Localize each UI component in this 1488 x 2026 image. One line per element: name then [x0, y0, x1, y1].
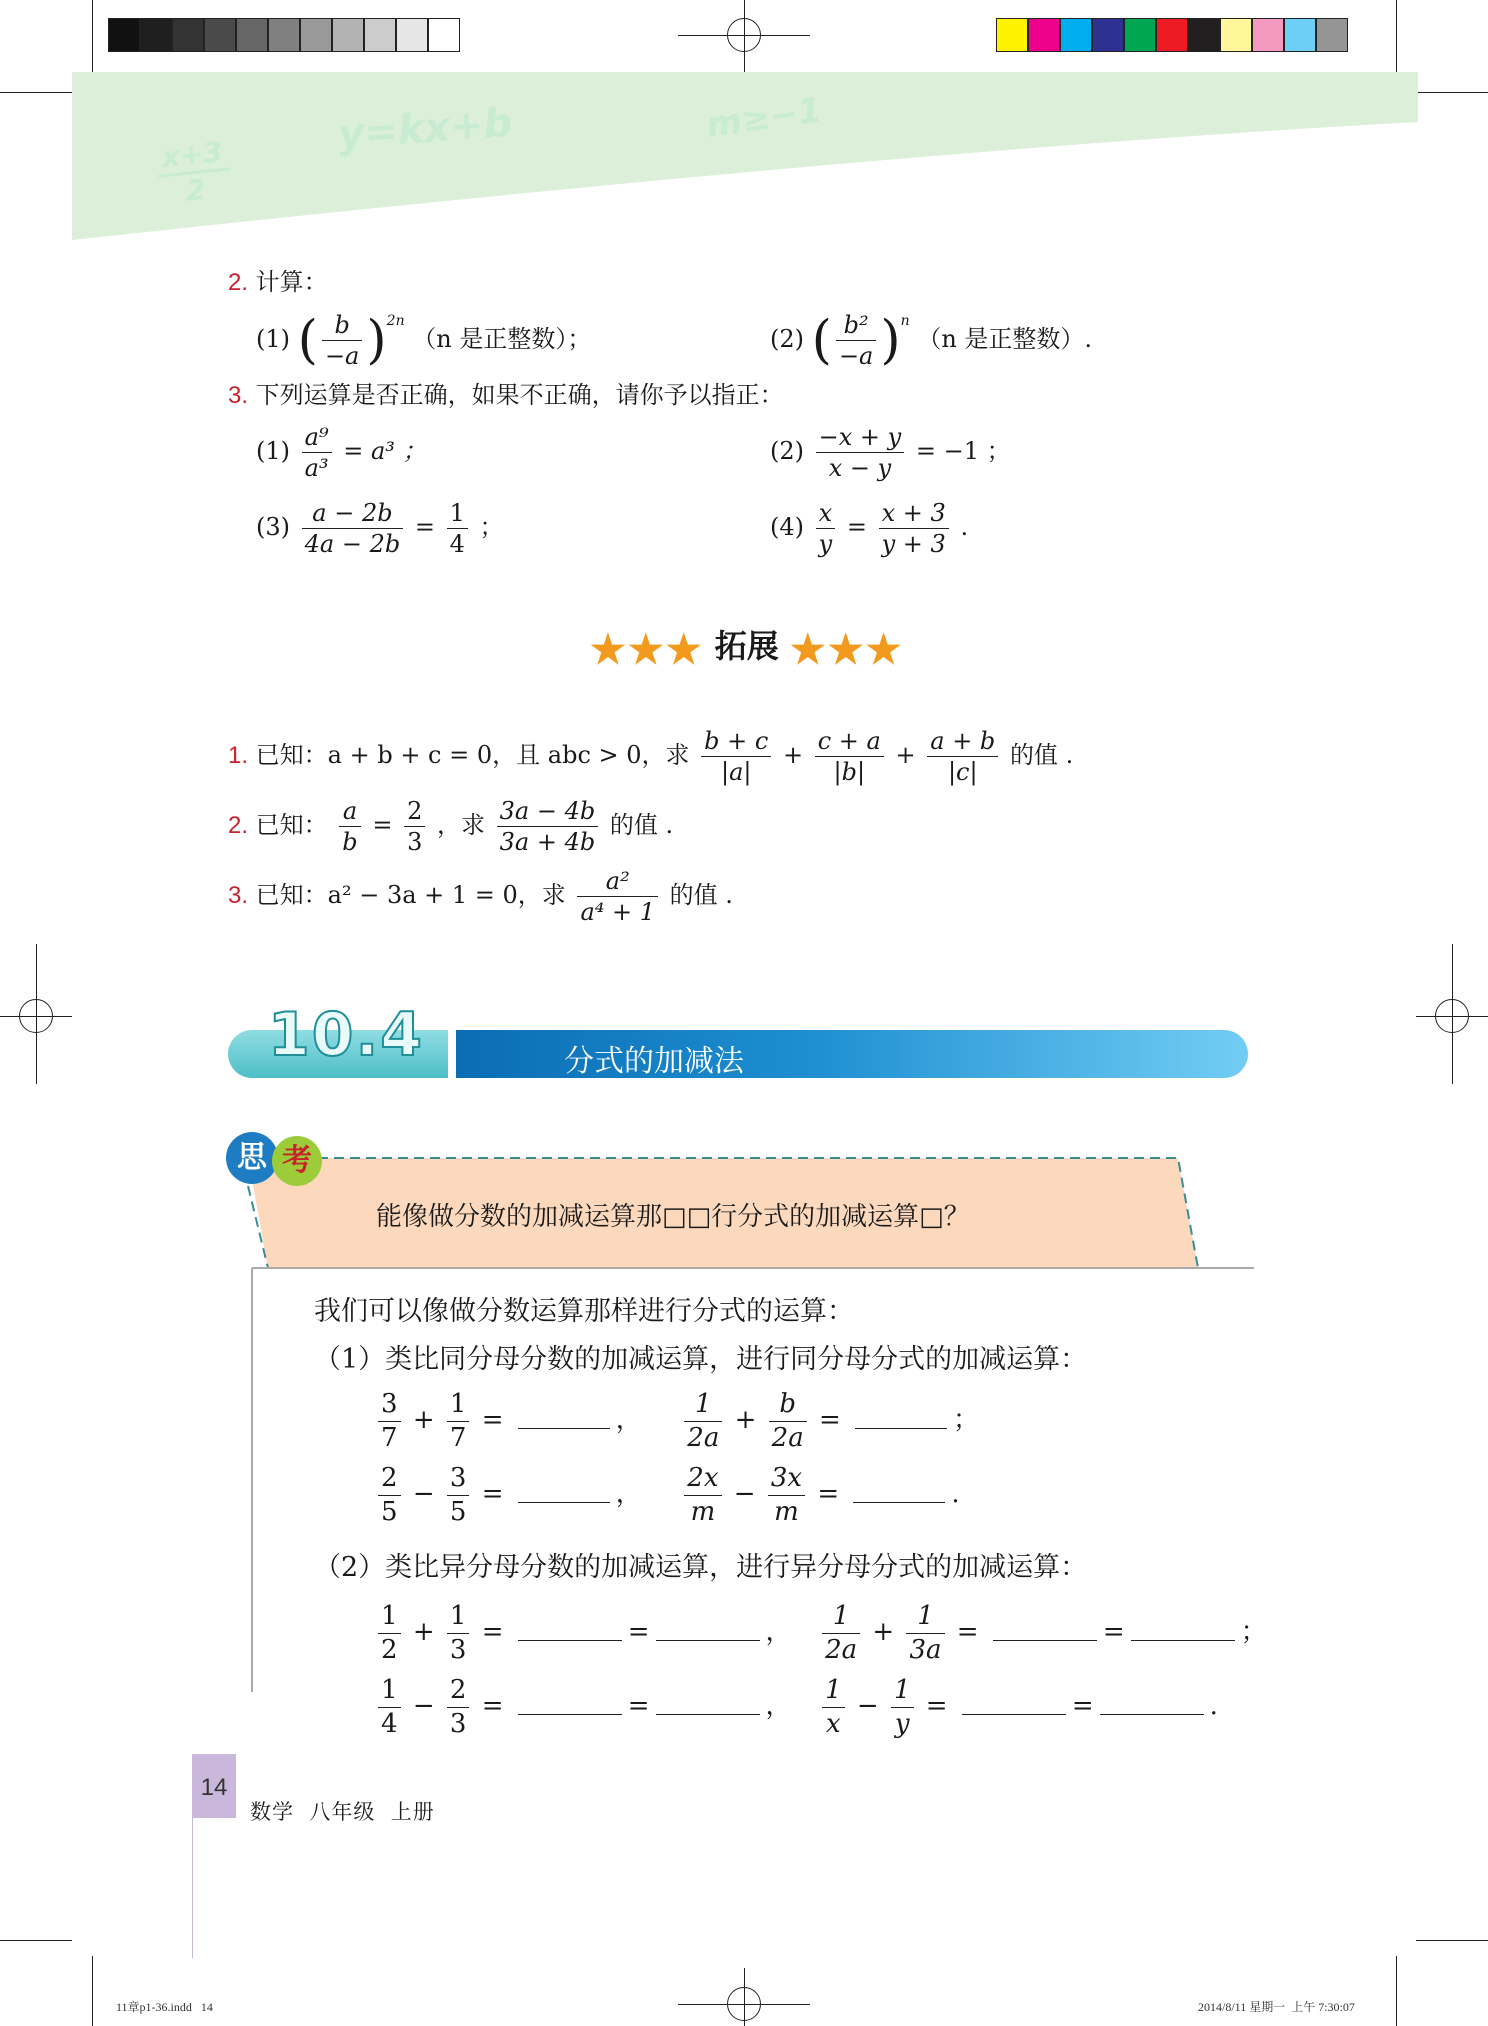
- fraction: $\frac{1}{7}$: [447, 1388, 470, 1454]
- row-end: ；: [1240, 1617, 1267, 1647]
- book-title: 数学 八年级 上册: [250, 1800, 435, 1824]
- fraction: $\frac{3a - 4b}{3a + 4b}$: [497, 796, 599, 857]
- item-label: (4): [770, 513, 804, 541]
- equals-sign: =: [846, 513, 867, 541]
- equals-sign: =: [925, 1691, 948, 1721]
- operator: −: [412, 1479, 435, 1509]
- extension-heading: [590, 626, 904, 673]
- extension-problem-1: [228, 726, 1073, 787]
- item-label: (2): [770, 437, 804, 465]
- answer-blank[interactable]: [1131, 1626, 1235, 1641]
- separator: ，: [765, 1691, 792, 1721]
- item-label: (3): [256, 513, 290, 541]
- answer-blank[interactable]: [518, 1414, 610, 1429]
- section-title: 分式的加减法: [564, 1044, 744, 1079]
- fraction: $\frac{1}{4}$: [447, 498, 468, 559]
- operator: +: [872, 1617, 895, 1647]
- operator: +: [412, 1617, 435, 1647]
- content-part-1: （1）类比同分母分数的加减运算，进行同分母分式的加减运算：: [314, 1344, 1088, 1375]
- fraction: $\frac{a}{b}$: [339, 796, 360, 857]
- fraction: $\frac{1}{4}$: [378, 1674, 401, 1740]
- item-note: （n 是正整数）；: [412, 325, 592, 353]
- answer-blank[interactable]: [656, 1700, 760, 1715]
- question-number: 3.: [228, 882, 249, 909]
- think-badge-char: 思: [226, 1132, 278, 1184]
- extension-title: 拓展: [714, 627, 779, 665]
- question-text: 计算：: [255, 268, 328, 296]
- answer-blank[interactable]: [1100, 1700, 1204, 1715]
- exercise-3-3: [256, 498, 504, 559]
- equals-sign: =: [481, 1479, 504, 1509]
- separator: ，: [765, 1617, 792, 1647]
- think-question: 能像做分数的加减运算那□□行分式的加减运算□？: [376, 1202, 970, 1232]
- fraction: $\frac{x}{y}$: [816, 498, 836, 559]
- fraction: $\frac{3}{7}$: [378, 1388, 401, 1454]
- separator: ，: [615, 1405, 642, 1435]
- question-text: 下列运算是否正确，如果不正确，请你予以指正：: [255, 381, 784, 409]
- print-timestamp: 2014/8/11 星期一 上午 7:30:07: [1198, 2000, 1355, 2014]
- equals-sign: =: [372, 811, 393, 839]
- answer-blank[interactable]: [853, 1488, 945, 1503]
- answer-blank[interactable]: [656, 1626, 760, 1641]
- fraction: $\frac{b}{2a}$: [769, 1388, 807, 1454]
- fraction: $\frac{a + b}{|c|}$: [927, 726, 998, 787]
- fraction: $\frac{\text{b²}}{-a}$: [836, 310, 876, 371]
- exercise-row-2: [374, 1462, 960, 1528]
- banner-formula-linear: y=kx+b: [336, 99, 514, 159]
- think-badge-char: 考: [272, 1136, 322, 1186]
- fraction: $\frac{2}{3}$: [404, 796, 425, 857]
- equals-sign: =: [414, 513, 435, 541]
- fraction: $\frac{2x}{m}$: [684, 1462, 721, 1528]
- section-number: 10.4: [268, 1000, 425, 1070]
- content-intro: 我们可以像做分数运算那样进行分式的运算：: [314, 1296, 854, 1327]
- problem-text: ，求: [436, 811, 485, 839]
- exercise-row-4: [374, 1674, 1218, 1740]
- equals-sign: =: [627, 1617, 650, 1647]
- fraction: $\frac{x + 3}{y + 3}$: [879, 498, 949, 559]
- exercise-2-heading: [228, 270, 328, 295]
- equals-sign: =: [1102, 1617, 1125, 1647]
- star-icon: ★★★: [789, 626, 904, 673]
- fraction: $\frac{\text{a⁹}}{\text{a³}}$: [302, 422, 332, 483]
- fraction: $\frac{2}{5}$: [378, 1462, 401, 1528]
- file-info: 11章p1-36.indd 14: [116, 2000, 213, 2014]
- problem-text: 已知：a² − 3a + 1 = 0，求: [255, 881, 566, 909]
- content-part-2: （2）类比异分母分数的加减运算，进行异分母分式的加减运算：: [314, 1552, 1088, 1583]
- fraction: $\frac{b}{-a}$: [322, 310, 362, 371]
- row-end: .: [1209, 1691, 1218, 1721]
- separator: ，: [615, 1479, 642, 1509]
- item-result: = a³ ；: [343, 437, 427, 465]
- item-end: ；: [479, 513, 504, 541]
- star-icon: ★★★: [590, 626, 704, 673]
- exercise-row-1: [374, 1388, 979, 1454]
- fraction: $\frac{3x}{m}$: [768, 1462, 805, 1528]
- equals-sign: =: [481, 1405, 504, 1435]
- fraction: $\frac{a - 2b}{4a - 2b}$: [302, 498, 404, 559]
- equals-sign: =: [481, 1691, 504, 1721]
- fraction: $\frac{1}{3a}$: [906, 1600, 944, 1666]
- answer-blank[interactable]: [855, 1414, 947, 1429]
- item-label: (2): [770, 325, 804, 353]
- plus-sign: +: [895, 741, 916, 769]
- item-label: (1): [256, 437, 290, 465]
- equals-sign: =: [481, 1617, 504, 1647]
- equals-sign: =: [817, 1479, 840, 1509]
- fraction: $\frac{1}{y}$: [891, 1674, 914, 1740]
- exponent: n: [900, 313, 910, 329]
- fraction: $\frac{1}{3}$: [447, 1600, 470, 1666]
- fraction: $\frac{3}{5}$: [447, 1462, 470, 1528]
- question-number: 2.: [228, 812, 249, 839]
- content-box-border: [251, 1268, 253, 1692]
- item-result: = −1 ；: [915, 437, 1011, 465]
- problem-end: 的值 .: [669, 881, 733, 909]
- answer-blank[interactable]: [518, 1626, 622, 1641]
- extension-problem-2: [228, 796, 673, 857]
- exercise-row-3: [374, 1600, 1267, 1666]
- fraction: $\frac{2}{3}$: [447, 1674, 470, 1740]
- equals-sign: =: [627, 1691, 650, 1721]
- problem-end: 的值 .: [1009, 741, 1074, 769]
- operator: +: [412, 1405, 435, 1435]
- equals-sign: =: [1071, 1691, 1094, 1721]
- answer-blank[interactable]: [962, 1700, 1066, 1715]
- problem-text: 已知：a + b + c = 0，且 abc > 0，求: [255, 741, 690, 769]
- answer-blank[interactable]: [993, 1626, 1097, 1641]
- question-number: 1.: [228, 742, 249, 769]
- operator: +: [734, 1405, 757, 1435]
- fraction: $\frac{1}{2}$: [378, 1600, 401, 1666]
- item-label: (1): [256, 325, 290, 353]
- answer-blank[interactable]: [518, 1700, 622, 1715]
- fraction: $\frac{1}{2a}$: [822, 1600, 860, 1666]
- row-end: ；: [953, 1405, 980, 1435]
- problem-end: 的值 .: [609, 811, 674, 839]
- exercise-3-2: [770, 422, 1011, 483]
- page-tab-line: [192, 1818, 193, 1958]
- operator: −: [412, 1691, 435, 1721]
- answer-blank[interactable]: [518, 1488, 610, 1503]
- exercise-3-4: [770, 498, 968, 559]
- exercise-3-heading: [228, 383, 784, 408]
- page-number: 14: [200, 1774, 228, 1801]
- banner-formula-inequality: m≥−1: [703, 90, 825, 146]
- item-end: .: [960, 513, 969, 541]
- exercise-2-2: (2) ( $\frac{\text{b²}}{-a}$ )$^n$ （n 是正整数）.: [770, 310, 1093, 371]
- extension-problem-3: [228, 866, 733, 927]
- problem-text: 已知：: [255, 811, 328, 839]
- operator: −: [733, 1479, 756, 1509]
- fraction: $\frac{\text{a²}}{\text{a⁴ + 1}}$: [577, 866, 658, 927]
- fraction: $\frac{-x + y}{x - y}$: [816, 422, 905, 483]
- plus-sign: +: [782, 741, 804, 769]
- equals-sign: =: [818, 1405, 841, 1435]
- fraction: $\frac{b + c}{|a|}$: [701, 726, 771, 787]
- row-end: .: [951, 1479, 960, 1509]
- question-number: 2.: [228, 269, 249, 296]
- question-number: 3.: [228, 382, 249, 409]
- exercise-3-1: [256, 422, 427, 483]
- equals-sign: =: [956, 1617, 979, 1647]
- fraction: $\frac{1}{2a}$: [684, 1388, 722, 1454]
- banner-formula-fraction: x+3 2: [155, 134, 234, 210]
- item-note: （n 是正整数）.: [917, 325, 1093, 353]
- exercise-2-1: (1) ( $\frac{b}{-a}$ )$^{2n}$ （n 是正整数）；: [256, 310, 592, 371]
- exponent: 2n: [386, 313, 405, 329]
- fraction: $\frac{1}{x}$: [822, 1674, 845, 1740]
- fraction: $\frac{c + a}{|b|}$: [815, 726, 884, 787]
- operator: −: [856, 1691, 879, 1721]
